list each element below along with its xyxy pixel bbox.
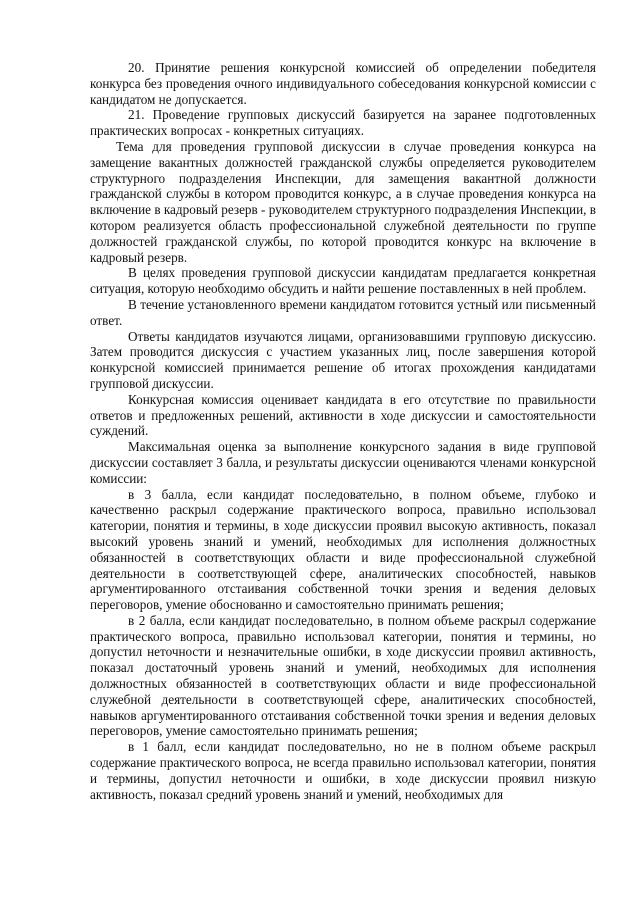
paragraph-answer: В течение установленного времени кандидатом готовится устный или письменный ответ. [90, 296, 596, 328]
paragraph-score-3: в 3 балла, если кандидат последовательно, в полном объеме, глубоко и качественно раскрыл содержание практического вопроса, правильно использовал категории, понятия и термины, в ходе дискуссии проявил высокую активность, показал высокий уровень знаний и умений, необходимых для исполнения должностных обязанностей в соответствующих области и виде профессиональной служебной деятельности в соответствующей сфере, аналитических способностей, навыков аргументированного отстаивания собственной точки зрения и ведения деловых переговоров, умение обоснованно и самостоятельно принимать решения; [90, 486, 596, 613]
paragraph-score-1: в 1 балл, если кандидат последовательно, но не в полном объеме раскрыл содержание практического вопроса, не всегда правильно использовал категории, понятия и термины, допустил неточности и ошибки, в ходе дискуссии проявил низкую активность, показал средний уровень знаний и умений, необходимых для [90, 739, 596, 802]
paragraph-discussion-topic: Тема для проведения групповой дискуссии в случае проведения конкурса на замещение вакантных должностей гражданской службы определяется руководителем структурного подразделения Инспекции, для замещения вакантной должности гражданской службы в котором проводится конкурс, а в случае проведения конкурса на включение в кадровый резерв - руководителем структурного подразделения Инспекции, в котором реализуется область профессиональной служебной деятельности по группе должностей гражданской службы, по которой проводится конкурс на включение в кадровый резерв. [90, 138, 596, 265]
paragraph-score-2: в 2 балла, если кандидат последовательно, в полном объеме раскрыл содержание практического вопроса, правильно использовал категории, понятия и термины, но допустил неточности и незначительные ошибки, в ходе дискуссии проявил активность, показал достаточный уровень знаний и умений, необходимых для исполнения должностных обязанностей в соответствующих области и виде профессиональной служебной деятельности в соответствующей сфере, аналитических способностей, навыков аргументированного отстаивания собственной точки зрения и ведения деловых переговоров, умение самостоятельно принимать решения; [90, 612, 596, 739]
document-page [90, 60, 596, 802]
paragraph-situation: В целях проведения групповой дискуссии кандидатам предлагается конкретная ситуация, которую необходимо обсудить и найти решение поставленных в ней проблем. [90, 265, 596, 297]
paragraph-21: 21. Проведение групповых дискуссий базируется на заранее подготовленных практических вопросах - конкретных ситуациях. [90, 107, 596, 139]
paragraph-evaluation: Конкурсная комиссия оценивает кандидата в его отсутствие по правильности ответов и предложенных решений, активности в ходе дискуссии и самостоятельности суждений. [90, 391, 596, 439]
paragraph-answers-review: Ответы кандидатов изучаются лицами, организовавшими групповую дискуссию. Затем проводится дискуссия с участием указанных лиц, после завершения которой конкурсной комиссией принимается решение об итогах прохождения кандидатами групповой дискуссии. [90, 328, 596, 391]
paragraph-max-score: Максимальная оценка за выполнение конкурсного задания в виде групповой дискуссии составляет 3 балла, и результаты дискуссии оцениваются членами конкурсной комиссии: [90, 439, 596, 486]
paragraph-20: 20. Принятие решения конкурсной комиссией об определении победителя конкурса без проведения очного индивидуального собеседования конкурсной комиссии с кандидатом не допускается. [90, 60, 596, 107]
